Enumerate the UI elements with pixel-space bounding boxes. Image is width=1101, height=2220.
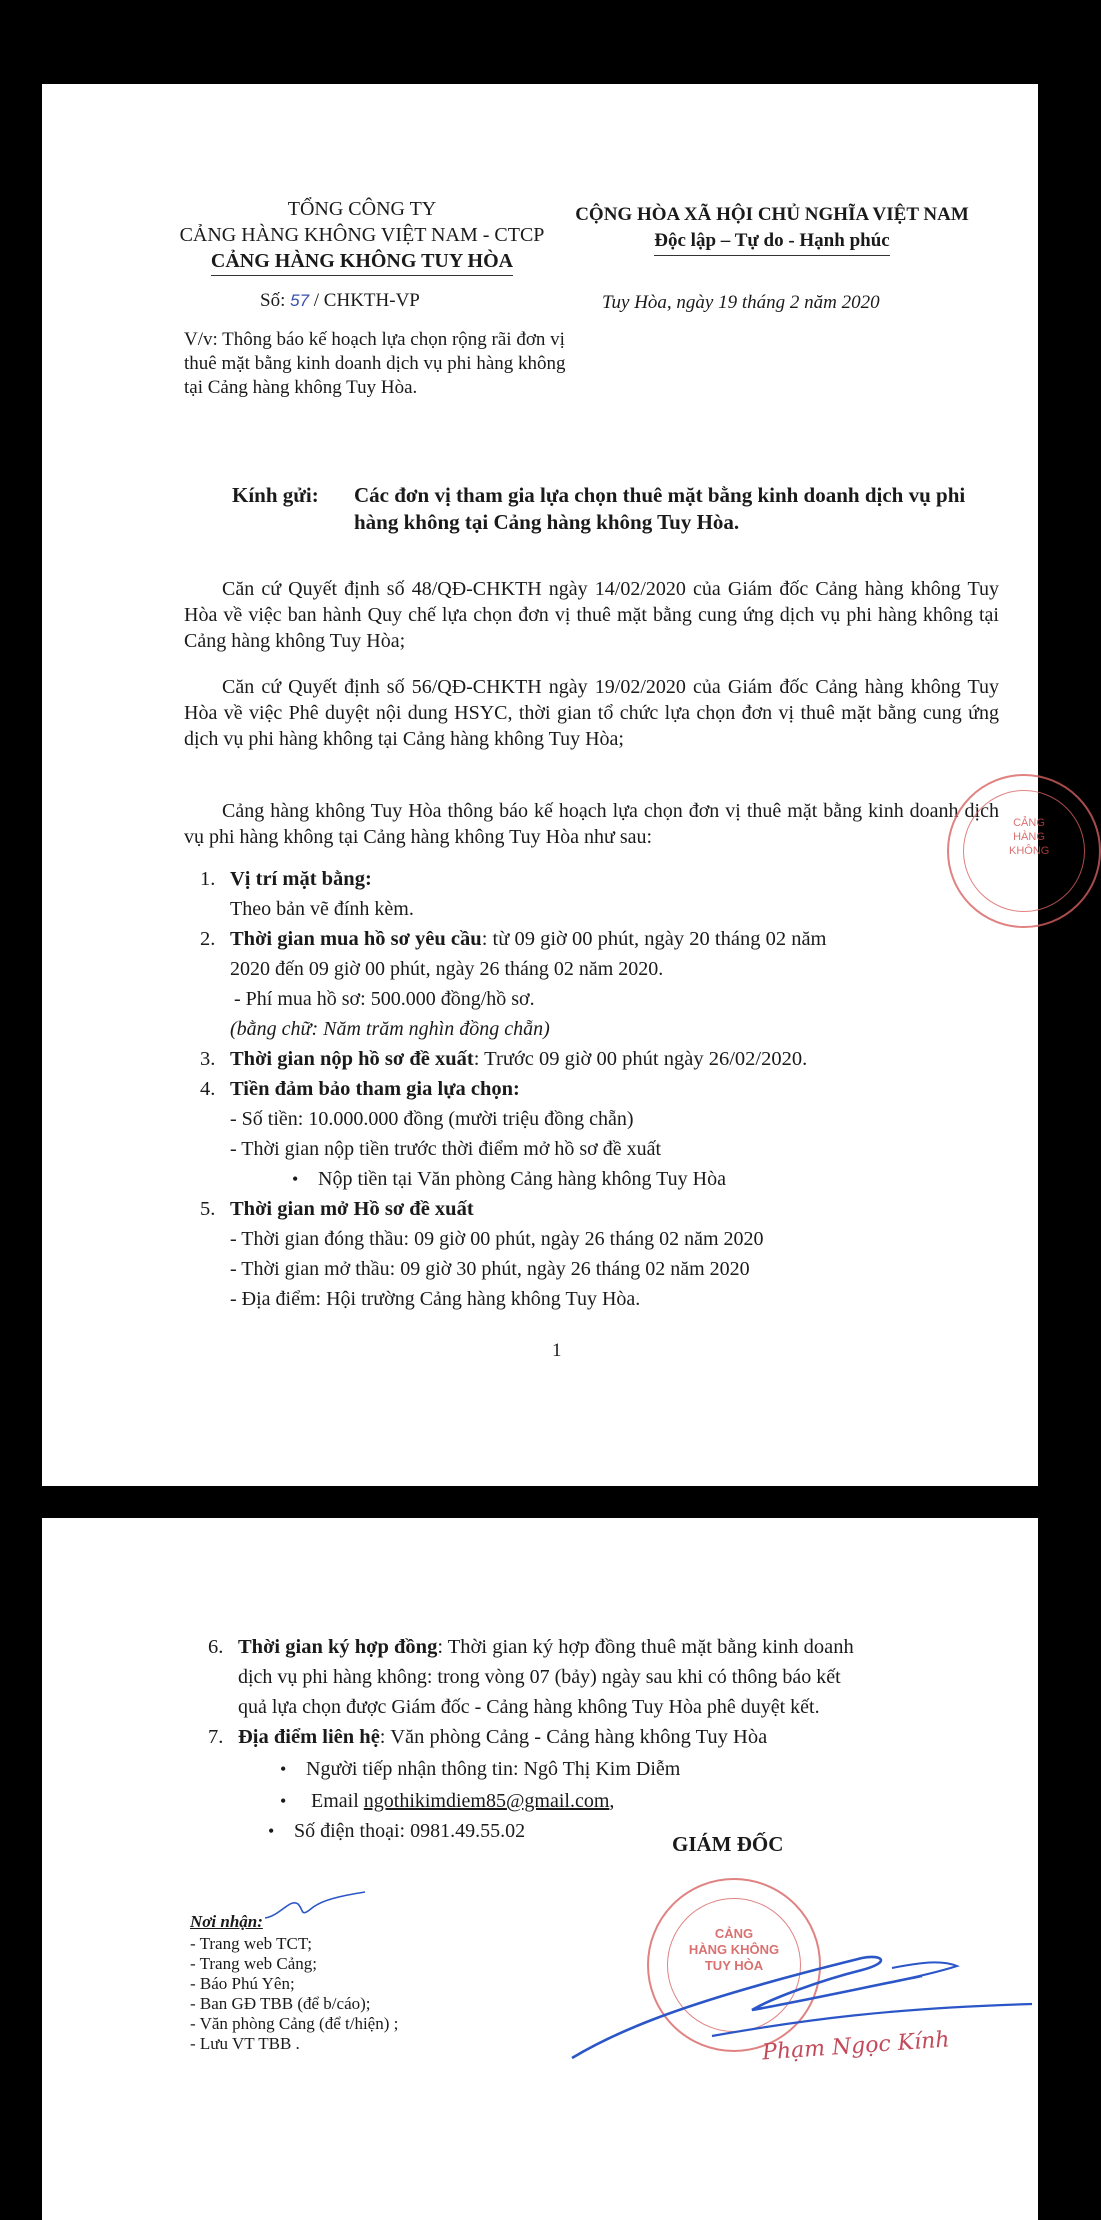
section-5-heading: 5. Thời gian mở Hồ sơ đề xuất <box>200 1198 474 1220</box>
section-5-item-2: - Thời gian mở thầu: 09 giờ 30 phút, ngày 26 tháng 02 năm 2020 <box>230 1258 750 1280</box>
section-1-body: Theo bản vẽ đính kèm. <box>230 898 414 920</box>
section-6-body-1: dịch vụ phi hàng không: trong vòng 07 (bảy) ngày sau khi có thông báo kết <box>238 1666 841 1688</box>
recipient-item: - Báo Phú Yên; <box>190 1974 295 1993</box>
recipient-item: - Ban GĐ TBB (để b/cáo); <box>190 1994 371 2013</box>
organization-header <box>177 196 547 276</box>
recipients-title: Nơi nhận: <box>190 1912 263 1931</box>
document-number-label: Số: <box>260 290 286 311</box>
signatory-title: GIÁM ĐỐC <box>672 1832 784 1856</box>
stamp-partial-line-2: HÀNG KHÔNG <box>1009 831 1050 857</box>
recipient-item: - Trang web Cảng; <box>190 1954 318 1973</box>
recipient-text: Các đơn vị tham gia lựa chọn thuê mặt bằng kinh doanh dịch vụ phi hàng không tại Cảng hàng không Tuy Hòa. <box>354 483 966 534</box>
signatory-name: Phạm Ngọc Kính <box>761 2027 951 2066</box>
section-6-body-2: quả lựa chọn được Giám đốc - Cảng hàng không Tuy Hòa phê duyệt kết. <box>238 1696 820 1718</box>
document-number <box>260 290 420 312</box>
paragraph-1: Căn cứ Quyết định số 48/QĐ-CHKTH ngày 14/02/2020 của Giám đốc Cảng hàng không Tuy Hòa về việc ban hành Quy chế lựa chọn đơn vị thuê mặt bằng cung ứng dịch vụ phi hàng không tại Cảng hàng không Tuy Hòa; <box>184 578 999 652</box>
section-2-body: 2020 đến 09 giờ 00 phút, ngày 26 tháng 02 năm 2020. <box>230 958 664 980</box>
org-line-2: CẢNG HÀNG KHÔNG VIỆT NAM - CTCP <box>179 224 545 246</box>
section-4-heading: 4. Tiền đảm bảo tham gia lựa chọn: <box>200 1078 520 1100</box>
section-7-contact-person: • Người tiếp nhận thông tin: Ngô Thị Kim Diễm <box>280 1756 680 1782</box>
paragraph-3: Cảng hàng không Tuy Hòa thông báo kế hoạch lựa chọn đơn vị thuê mặt bằng kinh doanh dịch vụ phi hàng không tại Cảng hàng không Tuy Hòa như sau: <box>184 800 999 848</box>
stamp-partial-line-1: CẢNG <box>1013 817 1045 829</box>
section-6-heading: 6. Thời gian ký hợp đồng: Thời gian ký hợp đồng thuê mặt bằng kinh doanh <box>208 1636 854 1658</box>
national-header <box>552 202 992 256</box>
document-date: Tuy Hòa, ngày 19 tháng 2 năm 2020 <box>602 292 880 313</box>
stamp-line-3: TUY HÒA <box>704 1958 764 1973</box>
official-stamp-partial <box>947 774 1101 928</box>
nation-line-2: Độc lập – Tự do - Hạnh phúc <box>654 228 889 256</box>
recipient-item: - Lưu VT TBB . <box>190 2034 300 2053</box>
section-3-heading: 3. Thời gian nộp hồ sơ đề xuất: Trước 09 giờ 00 phút ngày 26/02/2020. <box>200 1048 808 1070</box>
section-2-fee-words: (bằng chữ: Năm trăm nghìn đồng chẵn) <box>230 1018 550 1040</box>
initial-mark-icon <box>260 1888 370 1928</box>
section-1-heading: 1. Vị trí mặt bằng: <box>200 868 372 890</box>
stamp-line-2: HÀNG KHÔNG <box>688 1942 780 1957</box>
recipient-label: Kính gửi: <box>232 483 319 507</box>
document-number-code: / CHKTH-VP <box>313 290 420 311</box>
recipient-item: - Văn phòng Cảng (để t/hiện) ; <box>190 2014 399 2033</box>
section-5-item-1: - Thời gian đóng thầu: 09 giờ 00 phút, ngày 26 tháng 02 năm 2020 <box>230 1228 764 1250</box>
paragraph-2: Căn cứ Quyết định số 56/QĐ-CHKTH ngày 19/02/2020 của Giám đốc Cảng hàng không Tuy Hòa về việc Phê duyệt nội dung HSYC, thời gian tổ chức lựa chọn đơn vị thuê mặt bằng cung ứng dịch vụ phi hàng không tại Cảng hàng không Tuy Hòa; <box>184 676 999 750</box>
section-7-heading: 7. Địa điểm liên hệ: Văn phòng Cảng - Cảng hàng không Tuy Hòa <box>208 1726 768 1748</box>
section-4-item-1: - Số tiền: 10.000.000 đồng (mười triệu đồng chẵn) <box>230 1108 634 1130</box>
section-7-phone: • Số điện thoại: 0981.49.55.02 <box>268 1818 525 1844</box>
document-page-1 <box>42 84 1050 1486</box>
document-number-value: 57 <box>290 291 310 310</box>
nation-line-1: CỘNG HÒA XÃ HỘI CHỦ NGHĨA VIỆT NAM <box>575 204 969 225</box>
section-2-fee: - Phí mua hồ sơ: 500.000 đồng/hồ sơ. <box>234 988 535 1010</box>
org-line-1: TỔNG CÔNG TY <box>287 198 437 220</box>
page-number: 1 <box>552 1340 562 1361</box>
subject-line: V/v: Thông báo kế hoạch lựa chọn rộng rãi đơn vị thuê mặt bằng kinh doanh dịch vụ phi hàng không tại Cảng hàng không Tuy Hòa. <box>184 329 566 398</box>
stamp-line-1: CẢNG <box>714 1926 754 1941</box>
section-2-heading: 2. Thời gian mua hồ sơ yêu cầu: từ 09 giờ 00 phút, ngày 20 tháng 02 năm <box>200 928 827 950</box>
org-line-3: CẢNG HÀNG KHÔNG TUY HÒA <box>211 248 513 276</box>
email-link[interactable]: ngothikimdiem85@gmail.com <box>363 1790 610 1812</box>
recipient-item: - Trang web TCT; <box>190 1934 313 1953</box>
section-4-bullet: • Nộp tiền tại Văn phòng Cảng hàng không Tuy Hòa <box>292 1166 726 1192</box>
section-4-item-2: - Thời gian nộp tiền trước thời điểm mở hồ sơ đề xuất <box>230 1138 662 1160</box>
section-7-email-line: • Email ngothikimdiem85@gmail.com, <box>280 1788 614 1814</box>
section-5-item-3: - Địa điểm: Hội trường Cảng hàng không Tuy Hòa. <box>230 1288 641 1310</box>
document-page-2 <box>42 1518 1038 2220</box>
